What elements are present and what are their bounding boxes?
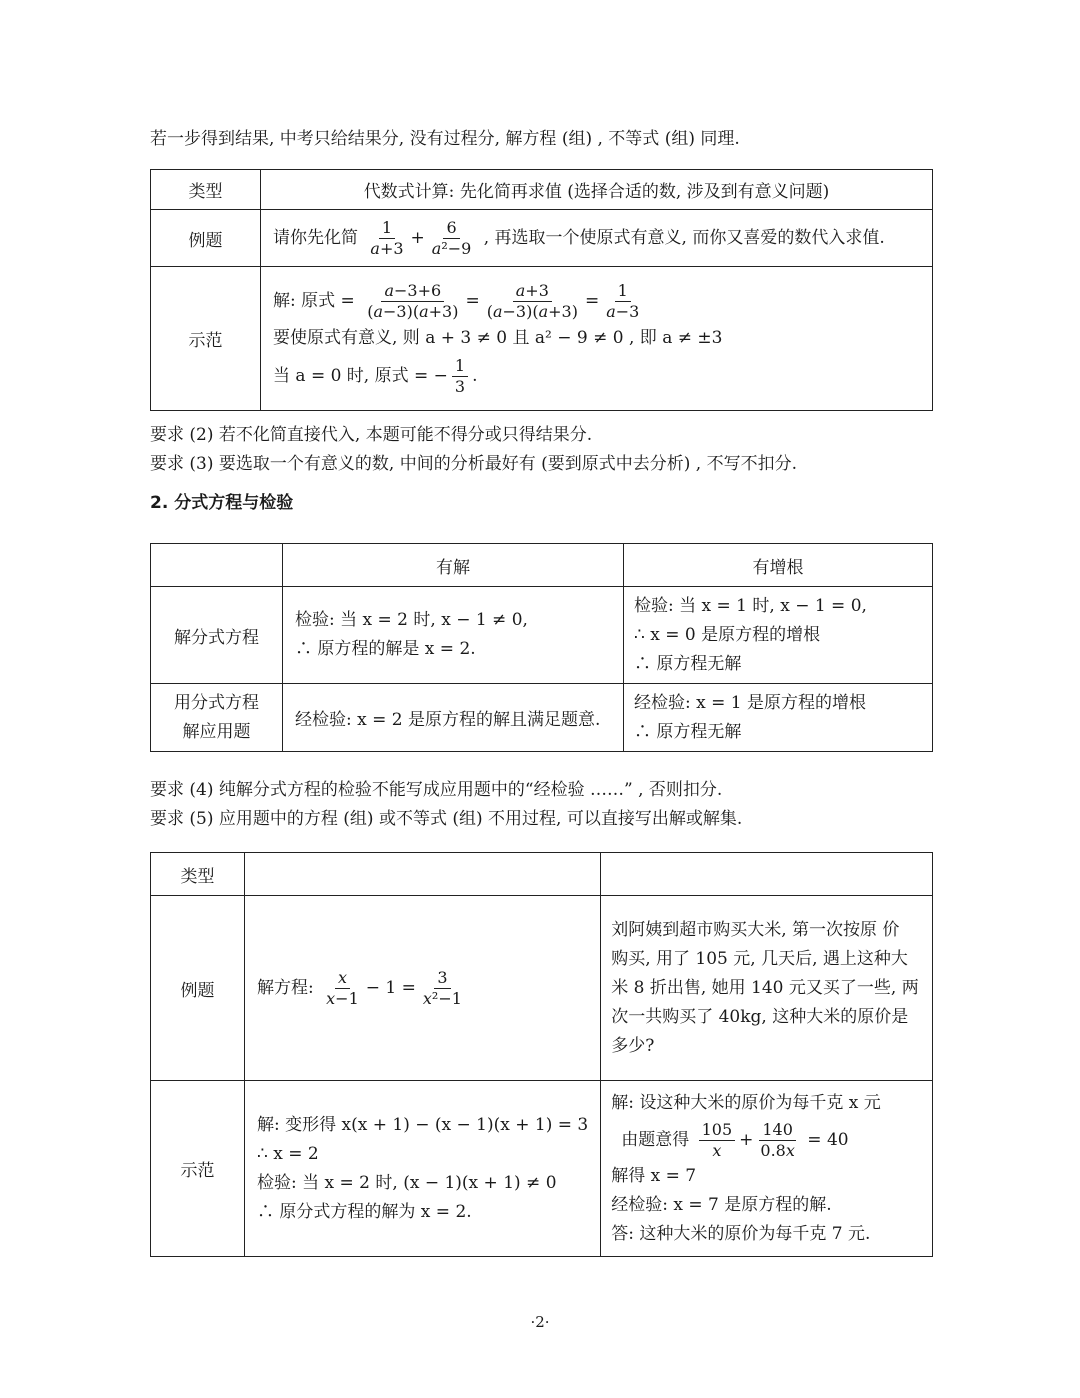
t2-row1-has-solution: 检验: 当 x = 2 时, x − 1 ≠ 0, ∴ 原方程的解是 x = 2. xyxy=(283,587,624,684)
t1-type-value: 代数式计算: 先化简再求值 (选择合适的数, 涉及到有意义问题) xyxy=(261,170,933,210)
t1-demo-line2: 要使原式有意义, 则 a + 3 ≠ 0 且 a² − 9 ≠ 0 , 即 a ≠ ±3 xyxy=(273,328,723,348)
t2-col-has-solution: 有解 xyxy=(283,544,624,587)
t2-row2-has-solution: 经检验: x = 2 是原方程的解且满足题意. xyxy=(283,684,624,752)
t1-example-cell: 请你先化简 $\frac{1}{a+3}$ + $\frac{6}{\text{a²−9}}$ , 再选取一个使原式有意义, 而你又喜爱的数代入求值. xyxy=(261,210,933,267)
req-5: 要求 (5) 应用题中的方程 (组) 或不等式 (组) 不用过程, 可以直接写出解或解集. xyxy=(150,809,743,829)
t3-demo-label: 示范 xyxy=(151,1081,245,1257)
table-application-example xyxy=(150,852,933,1257)
t3-demo-equation-solution: 解: 变形得 x(x + 1) − (x − 1)(x + 1) = 3 ∴ x = 2 检验: 当 x = 2 时, (x − 1)(x + 1) ≠ 0 ∴ 原分式方程的解为 x = 2. xyxy=(245,1081,601,1257)
t3-type-label: 类型 xyxy=(151,853,245,896)
t2-col-extraneous: 有增根 xyxy=(624,544,933,587)
t1-type-label: 类型 xyxy=(151,170,261,210)
t3-example-label: 例题 xyxy=(151,896,245,1081)
section-2-title: 2. 分式方程与检验 xyxy=(150,493,294,513)
table-algebra-example xyxy=(150,169,933,411)
frac-6-over-a2-minus-9: $\frac{6}{\text{a²−9}}$ xyxy=(431,217,472,258)
t2-row1-extraneous: 检验: 当 x = 1 时, x − 1 = 0, ∴ x = 0 是原方程的增根 ∴ 原方程无解 xyxy=(624,587,933,684)
req-4: 要求 (4) 纯解分式方程的检验不能写成应用题中的“经检验 ……” , 否则扣分. xyxy=(150,780,723,800)
req-2: 要求 (2) 若不化简直接代入, 本题可能不得分或只得结果分. xyxy=(150,425,593,445)
table-fractional-equation xyxy=(150,543,933,752)
t2-row2-label: 用分式方程 解应用题 xyxy=(151,684,283,752)
t3-example-equation: 解方程: $\frac{x}{x-1}$ − 1 = $\frac{3}{\text{x²−1}}$ xyxy=(245,896,601,1081)
frac-1-over-a-plus-3: $\frac{1}{a+3}$ xyxy=(370,217,404,258)
intro-line: 若一步得到结果, 中考只给结果分, 没有过程分, 解方程 (组) , 不等式 (组) 同理. xyxy=(150,129,740,149)
t3-demo-word-solution: 解: 设这种大米的原价为每千克 x 元 由题意得 $\frac{105}{x}$ + $\frac{140}{0.8x}$ = 40 解得 x = 7 经检验: x = 7 是原方程的解. 答: 这种大米的原价为每千克 7 元. xyxy=(601,1081,933,1257)
t2-row2-extraneous: 经检验: x = 1 是原方程的增根 ∴ 原方程无解 xyxy=(624,684,933,752)
t2-row1-label: 解分式方程 xyxy=(151,587,283,684)
t1-demo-label: 示范 xyxy=(151,267,261,411)
t1-example-label: 例题 xyxy=(151,210,261,267)
page-number: ·2· xyxy=(530,1313,550,1331)
t3-example-word-problem: 刘阿姨到超市购买大米, 第一次按原 价 购买, 用了 105 元, 几天后, 遇上这种大 米 8 折出售, 她用 140 元又买了一些, 两 次一共购买了 40kg, 这种大米的原价是 多少? xyxy=(601,896,933,1081)
t1-demo-cell: 解: 原式 = $\frac{a-3+6}{(a-3)(a+3)}$ = $\frac{a+3}{(a-3)(a+3)}$ = $\frac{1}{a-3}$ 要使原式有意义, 则 a + 3 ≠ 0 且 a² − 9 ≠ 0 , 即 a ≠ ±3 当 a = 0 时, 原式 = − $\frac{1}{3}$ . xyxy=(261,267,933,411)
req-3: 要求 (3) 要选取一个有意义的数, 中间的分析最好有 (要到原式中去分析) , 不写不扣分. xyxy=(150,454,797,474)
